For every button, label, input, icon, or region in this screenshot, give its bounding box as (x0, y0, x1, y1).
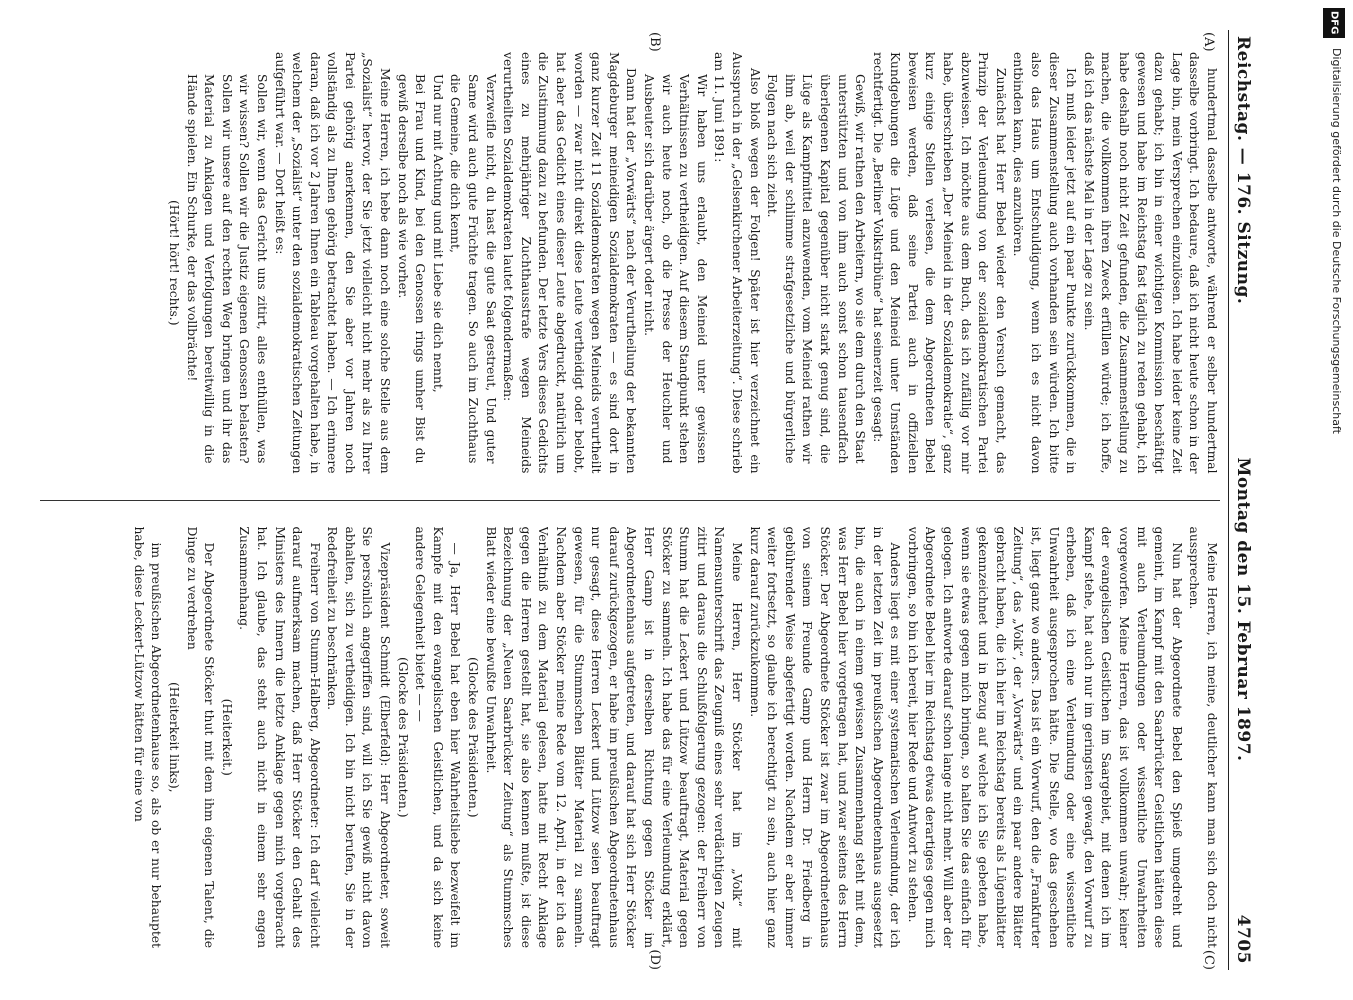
paragraph: Gewiß, wir rathen den Arbeitern, wo sie dem durch den Staat unterstützten und von ihm auch sonst schon tausendfach überlegenen Kapital gegenüber nicht stark genug sind, die Lüge als Kampfmittel anzuwenden, vom Meineid rathen wir ihm ab, weil der schlimme strafgesetzliche und bürgerliche Folgen nach sich zieht. (765, 74, 868, 464)
paragraph: Bei Frau und Kind, bei den Genossen rings umher Bist du gewiß derselbe noch als wie vorher. (395, 74, 428, 464)
dfg-logo: DFG (1323, 8, 1345, 38)
paragraph: Meine Herren, ich hebe dann noch eine solche Stelle aus dem „Sozialist“ hervor, der Sie jetzt vielleicht nicht mehr als zu Ihrer Partei gehörig anerkennen, den Sie aber vor Jahren noch vollständig als zu Ihnen gehörig betrachtet haben. — Ich erinnere daran, daß ich vor 2 Jahren Ihnen ein Tableau vorgehalten habe, in welchem der „Sozialist“ unter den sozialdemokratischen Zeitungen aufgeführt war. — Dort heißt es: (272, 52, 393, 474)
header-date: Montag den 15. Februar 1897. (1233, 457, 1253, 762)
paragraph: (Glocke des Präsidenten.) (466, 657, 481, 818)
paragraph: Der Abgeordnete Stöcker thut mit dem ihm eigenen Talent, die Dinge zu verdrehen (184, 526, 217, 948)
right-column (40, 527, 1220, 949)
paragraph: Ich muß leider jetzt auf ein paar Punkte zurückkommen, die in dieser Zusammenstellung auch vorhanden sein würden. Ich bitte also das Haus um Entschuldigung, wenn ich es nicht davon entbinden kann, dies anzuhören. (1011, 52, 1079, 474)
credit-text: Digitalisierung gefördert durch die Deutsche Forschungsgemeinschaft (1330, 48, 1343, 434)
paragraph: Sollen wir, wenn das Gericht uns zitirt, alles enthüllen, was wir wissen? Sollen wir die Justiz eigenen Genossen belasten? Sollen wir unsere auf den rechten Weg bringen und ihr das Material zu Anklagen und Verfolgungen bereitwillig in die Hände spielen. Ein Schurke, der das vollbrächte! (184, 74, 269, 464)
paragraph: — Ja, Herr Bebel hat eben hier Wahrheitsliebe bezweifelt im Kampfe mit den evangelischen Geistlichen, und da sich keine andere Gelegenheit bietet — — (413, 526, 463, 948)
margin-marker-c: (C) (1201, 949, 1216, 970)
paragraph: Freiherr von Stumm-Halberg, Abgeordneter: Ich darf vielleicht darauf aufmerksam machen, daß Herr Stöcker den Gehalt des Ministers des Innern die letzte Anklage gegen mich vorgebracht hat. Ich glaube, das steht auch nicht in einem sehr engen Zusammenhang. (237, 526, 322, 948)
paragraph: Anders liegt es mit einer systematischen Verleumdung, der ich in der letzten Zeit im preußischen Abgeordnetenhaus ausgesetzt bin, die auch in einem gewissen Zusammenhang steht mit dem, was Herr Bebel hier vorgetragen hat, und zwar seitens des Herrn Stöcker. Der Abgeordnete Stöcker ist zwar im Abgeordnetenhaus von seinem Freunde Gamp und Herrn Dr. Friedberg in gebührender Weise abgefertigt worden. Nachdem er aber immer weiter fortsetzt, so glaube ich berechtigt zu sein, auch hier ganz kurz darauf zurückzukommen. (747, 526, 903, 948)
text-columns (40, 52, 1220, 948)
paragraph: (Hört! hört! rechts.) (166, 199, 181, 326)
paragraph: im preußischen Abgeordnetenhause so, als ob er nur behauptet habe, diese Leckert-Lützow hätten für eine von (131, 526, 164, 948)
paragraph: Also bloß wegen der Folgen! Später ist hier verzeichnet ein Ausspruch in der „Gelsenkirchener Arbeiterzeitung“. Diese schrieb am 11. Juni 1891: (712, 52, 762, 474)
paragraph: Verzweifle nicht, du hast die gute Saat gestreut, Und guter Same wird auch gute Früchte tragen. So auch im Zuchthaus die Gemeine, die dich kennt, (448, 74, 498, 464)
paragraph: hundertmal dasselbe antworte, während er selber hundertmal dasselbe vorbringt. Ich bedaure, daß ich nicht heute schon in der Lage bin, mein Versprechen einzulösen. Ich habe leider keine Zeit dazu gehabt; ich bin in einer wichtigen Kommission beschäftigt gewesen und habe im Reichstag fast täglich zu reden gehabt, ich habe deshalb noch nicht Zeit gefunden, die Zusammenstellung zu machen, die vollkommen ihren Zweck erfüllen würde; ich hoffe, daß ich das nächste Mal in der Lage zu sein. (1081, 52, 1219, 474)
margin-marker-a: (A) (1201, 32, 1216, 52)
paragraph: Nun hat der Abgeordnete Bebel den Spieß umgedreht und gemeint, im Kampf mit den Saarbrücker Geistlichen hätten diese mit auch Verleumdungen oder wissentliche Unwahrheiten vorgeworfen. Meine Herren, das ist vollkommen unwahr; keiner der evangelischen Geistlichen im Saargebiet, mit denen ich im Kampf stehe, hat auch nur im geringsten gewagt, den Vorwurf zu erheben, daß ich eine Verleumdung oder eine wissentliche Unwahrheit ausgesprochen hätte. Die Stelle, wo das geschehen ist, liegt ganz wo anders. Das ist ein Vorwurf, den die „Frankfurter Zeitung“, das „Volk“, der „Vorwärts“ und ein paar andere Blätter gebracht haben, die ich hier im Reichstag bereits als Lügenblätter gekennzeichnet und in Bezug auf welche ich Sie gebeten habe, wenn sie etwas gegen mich bringen, so halten Sie das einfach für gelogen. Ich antworte darauf schon lange nicht mehr. Will aber der Abgeordnete Bebel hier im Reichstag etwas derartiges gegen mich vorbringen, so bin ich bereit, hier Rede und Antwort zu stehen. (905, 526, 1184, 948)
paragraph: Vizepräsident Schmidt (Elberfeld): Herr Abgeordneter, soweit Sie persönlich angegriffen sind, will ich Sie gewiß nicht davon abhalten, sich zu vertheidigen. Ich bin nicht berufen, Sie in der Redefreiheit zu beschränken. (325, 526, 393, 948)
margin-marker-d: (D) (647, 949, 662, 970)
paragraph: Meine Herren, Herr Stöcker hat im „Volk“ mit Namensunterschrift das Zeugniß eines sehr verdächtigen Zeugen zitirt und daraus die Schlußfolgerung gezogen: der Freiherr von Stumm hat die Leckert und Lützow beauftragt, Material gegen Stöcker zu sammeln. Ich habe das für eine Verleumdung erklärt, Herr Gamp ist in derselben Richtung gegen Stöcker im Abgeordnetenhaus aufgetreten, und darauf hat sich Herr Stöcker darauf zurückgezogen, er habe im preußischen Abgeordnetenhaus nur gesagt, diese Herren Leckert und Lützow seien beauftragt gewesen, für die Stummschen Blätter Material zu sammeln. Nachdem aber Stöcker meine Rede vom 12. April, in der ich das Verhältniß zu dem Material gelesen, hatte mit Recht Anklage gegen die Herren gestellt hat, sie also kennen mußte, ist diese Bezeichnung der „Neuen Saarbrücker Zeitung“ als Stummsches Blatt wieder eine bewußte Unwahrheit. (483, 526, 744, 948)
page-header (1228, 30, 1262, 970)
column-divider (40, 500, 1220, 501)
paragraph: Meine Herren, ich meine, deutlicher kann man sich doch nicht aussprechen. (1187, 526, 1219, 948)
digitization-credit (1317, 8, 1347, 992)
paragraph: (Heiterkeit.) (219, 698, 234, 776)
header-page-number: 4705 (1233, 914, 1253, 964)
margin-marker-b: (B) (647, 32, 662, 52)
header-session: Reichstag. — 176. Sitzung. (1233, 36, 1253, 305)
paragraph: Und nur mit Achtung und mit Liebe sie dich nennt, (430, 74, 445, 393)
paragraph: Wir haben uns erlaubt, den Meineid unter gewissen Verhältnissen zu vertheidigen. Auf diesem Standpunkt stehen wir auch heute noch, ob die Presse der Heuchler und Ausbeuter sich darüber ärgert oder nicht. (642, 74, 709, 464)
document-page (32, 30, 1262, 970)
paragraph: Dann hat der „Vorwärts“ nach der Verurtheilung der bekannten Magdeburger meineidigen Sozialdemokraten — es sind dort in ganz kurzer Zeit 11 Sozialdemokraten wegen Meineids verurtheilt worden — zwar nicht direkt diese Leute vertheidigt oder belobt, hat aber das Gedicht eines dieser Leute abgedruckt, natürlich um die Zustimmung dazu zu befunden. Der letzte Vers dieses Gedichts eines zu mehrjähriger Zuchthausstrafe wegen Meineids verurtheilten Sozialdemokraten lautet folgendermaßen: (501, 52, 639, 474)
left-column (40, 52, 1220, 474)
paragraph: (Glocke des Präsidenten.) (395, 657, 410, 818)
paragraph: Zunächst hat Herr Bebel wieder den Versuch gemacht, das Prinzip der Verleumdung von der sozialdemokratischen Partei abzuweisen. Ich möchte aus dem Buch, das ich zufällig vor mir habe, überschrieben „Der Meineid in der Sozialdemokratie“, ganz kurz einige Stellen verlesen, die dem Abgeordneten Bebel beweisen werden, daß seine Partei auch in offiziellen Kundgebungen die Lüge und den Meineid unter Umständen rechtfertigt. Die „Berliner Volkstribüne“ hat seinerzeit gesagt: (870, 52, 1008, 474)
paragraph: (Heiterkeit links), (166, 681, 181, 793)
